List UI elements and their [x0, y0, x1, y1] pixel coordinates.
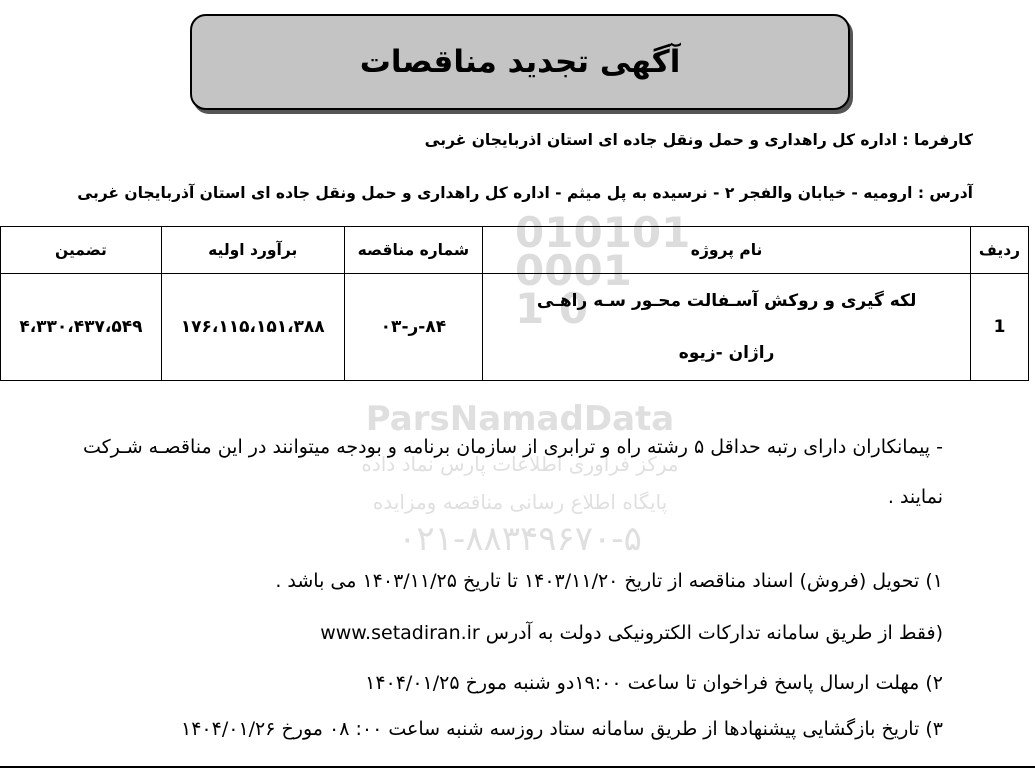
eligibility-line-2: نمایند . [887, 486, 943, 508]
watermark-phone: ۰۲۱-۸۸۳۴۹۶۷۰-۵ [398, 519, 642, 559]
table-row [1, 274, 1029, 381]
eligibility-line-1: - پیمانکاران دارای رتبه حداقل ۵ رشته راه و ترابری از سازمان برنامه و بودجه میتوانند در این مناقصـه شـرکت [82, 436, 943, 458]
header-estimate: برآورد اولیه [161, 227, 344, 274]
cell-row-number: 1 [971, 274, 1029, 381]
item-3-opening-date: ۳) تاریخ بازگشایی پیشنهادها از طریق سامانه ستاد روزسه شنبه ساعت ۰۰: ۰۸ مورخ ۱۴۰۴/۰۱/۲۶ [181, 718, 943, 740]
bottom-divider [0, 766, 1035, 768]
header-row-number: ردیف [971, 227, 1029, 274]
watermark-digits-line-2: 0001 [515, 246, 632, 295]
watermark-digits-line-3: 1 0 [515, 284, 589, 333]
item-1-note-setadiran: (فقط از طریق سامانه تدارکات الکترونیکی دولت به آدرس www.setadiran.ir [320, 622, 943, 644]
header-project-name: نام پروژه [483, 227, 971, 274]
item-1-document-delivery: ۱) تحویل (فروش) اسناد مناقصه از تاریخ ۱۴۰۳/۱۱/۲۰ تا تاریخ ۱۴۰۳/۱۱/۲۵ می باشد . [275, 570, 943, 592]
project-name-line-2: راژان -زیوه [678, 343, 775, 363]
watermark-line-1: مرکز فراوری اطلاعات پارس نماد داده [361, 452, 679, 476]
project-name-line-1: لکه گیری و روکش آسـفالت محـور سـه راهـی [536, 291, 917, 311]
watermark-line-2: پایگاه اطلاع رسانی مناقصه ومزایده [372, 490, 668, 514]
cell-guarantee: ۴،۳۳۰،۴۳۷،۵۴۹ [1, 274, 162, 381]
cell-project-name [483, 274, 971, 381]
watermark-digits-line-1: 010101 [515, 208, 691, 257]
page-title: آگهی تجدید مناقصات [359, 44, 681, 80]
header-guarantee: تضمین [1, 227, 162, 274]
watermark-brand: ParsNamadData [365, 399, 675, 439]
table-header-row [1, 227, 1029, 274]
item-2-response-deadline: ۲) مهلت ارسال پاسخ فراخوان تا ساعت ۱۹:۰۰دو شنبه مورخ ۱۴۰۴/۰۱/۲۵ [365, 672, 943, 694]
cell-estimate: ۱۷۶،۱۱۵،۱۵۱،۳۸۸ [161, 274, 344, 381]
tender-table [0, 226, 1029, 381]
header-tender-number: شماره مناقصه [344, 227, 483, 274]
address-line: آدرس : ارومیه - خیابان والفجر ۲ - نرسیده به پل میثم - اداره کل راهداری و حمل ونقل جاده ای استان آذربایجان غربی [77, 184, 973, 202]
title-box [190, 14, 850, 110]
cell-tender-number: ۸۴-ر-۰۳ [344, 274, 483, 381]
employer-line: کارفرما : اداره کل راهداری و حمل ونقل جاده ای استان اذربایجان غربی [424, 131, 973, 149]
